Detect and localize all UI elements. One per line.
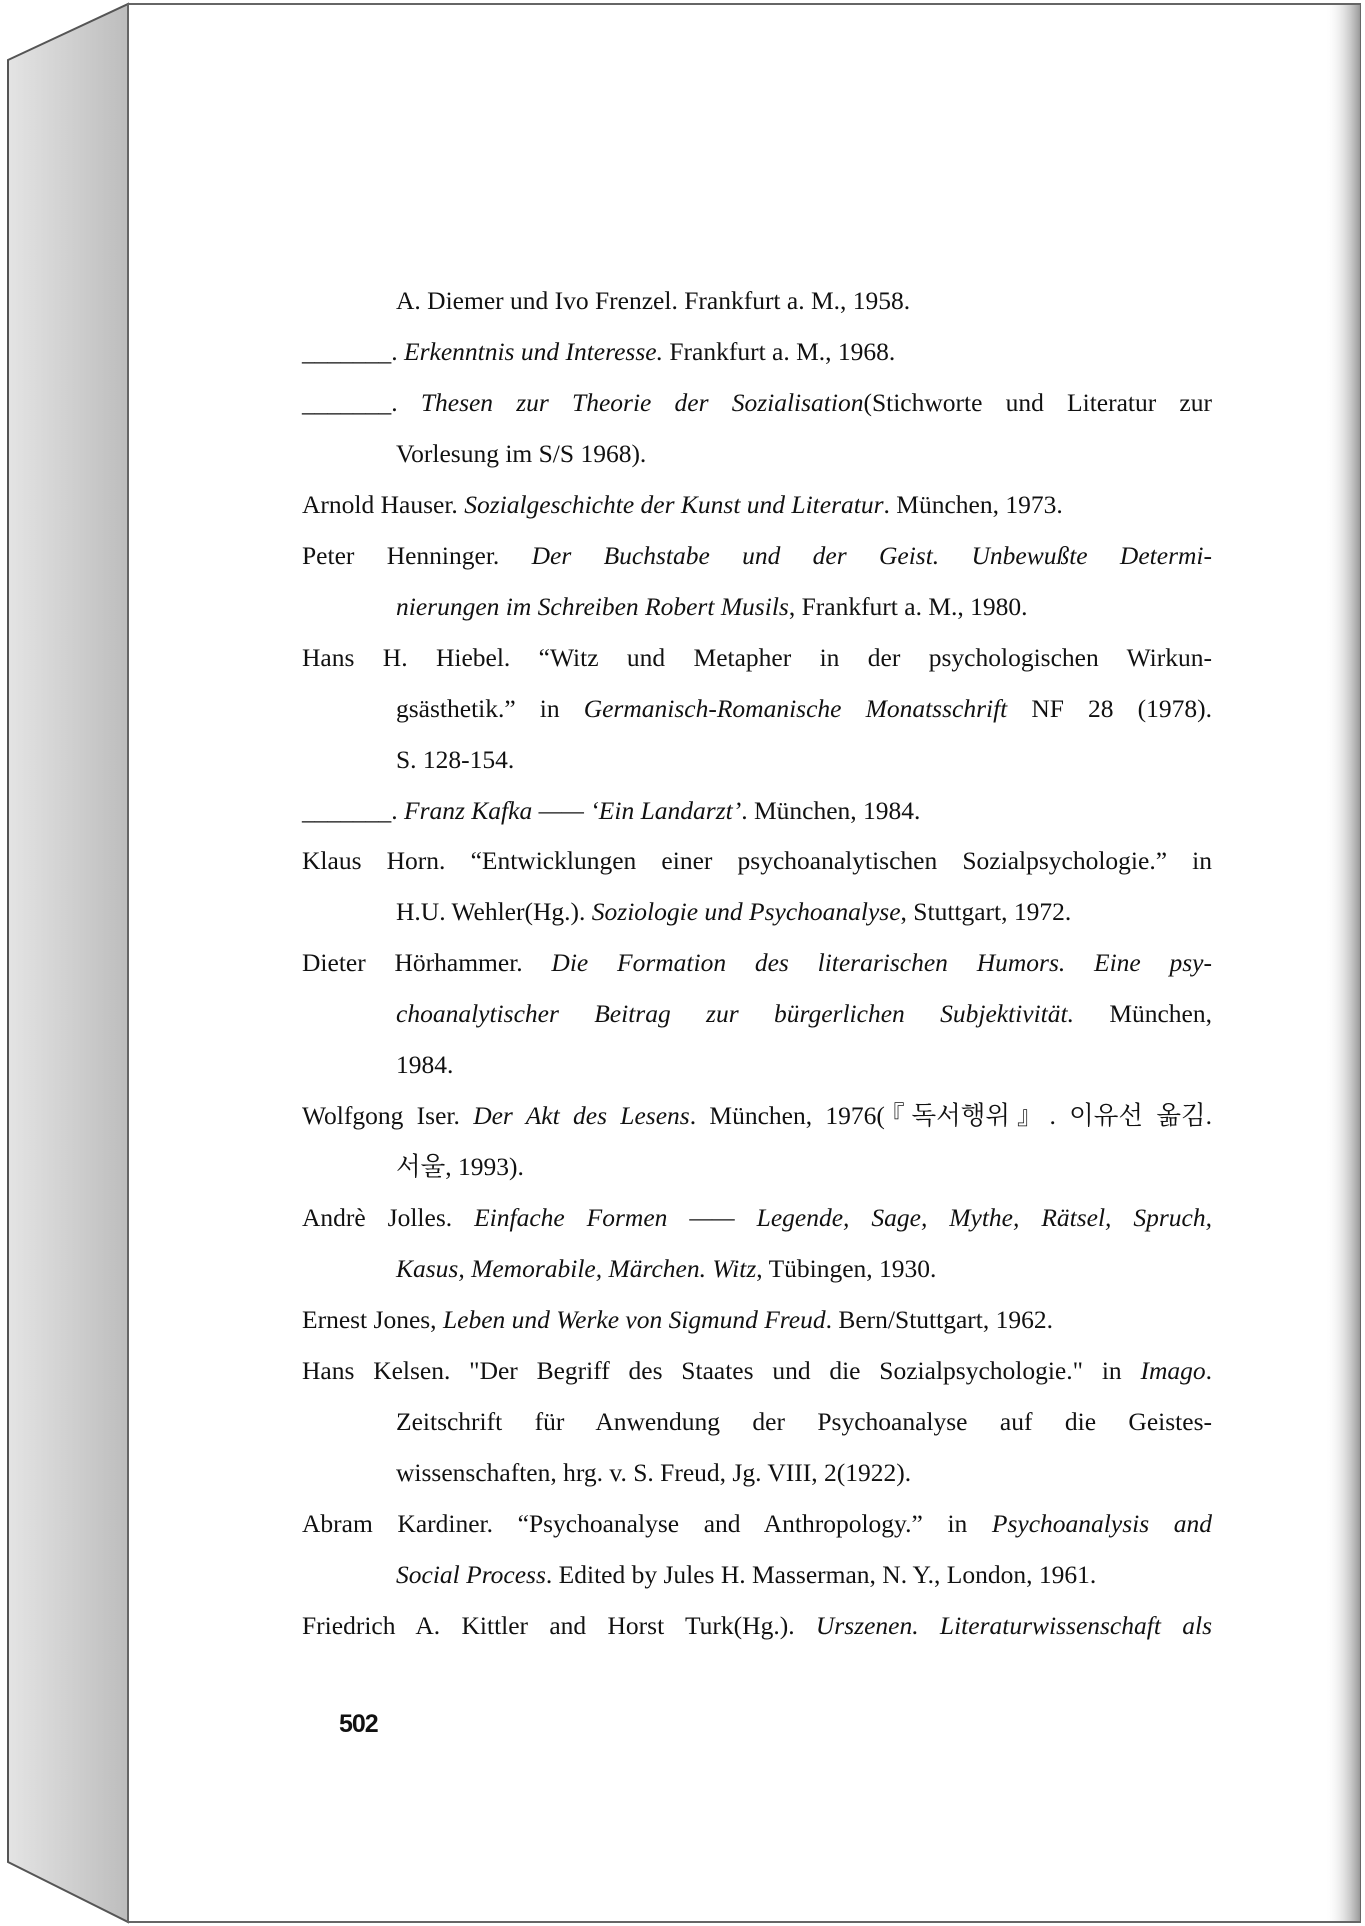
bibliography-line — [302, 1356, 1212, 1386]
bibliography-line — [396, 694, 1212, 724]
italic-title: Einfache Formen —— Legende, Sage, Mythe, Rätsel, Spruch, — [474, 1203, 1212, 1233]
text-segment: Ernest Jones, — [302, 1305, 443, 1334]
bibliography-line — [302, 1509, 1212, 1539]
text-segment: Wolfgong Iser. — [302, 1101, 474, 1131]
text-segment: gsästhetik.” in — [396, 693, 584, 723]
text-segment: Andrè Jolles. — [302, 1203, 475, 1233]
text-segment: (Stichworte und Literatur zur — [863, 387, 1212, 417]
bibliography-line — [302, 388, 1212, 418]
italic-title: Thesen zur Theorie der Sozialisation — [420, 387, 864, 417]
page-number: 502 — [339, 1710, 378, 1738]
bibliography-line — [396, 999, 1212, 1029]
bibliography-line — [302, 1101, 1212, 1131]
text-segment: Zeitschrift für Anwendung der Psychoanalyse auf die Geistes- — [396, 1406, 1212, 1436]
text-segment: . Bern/Stuttgart, 1962. — [825, 1305, 1053, 1334]
bibliography-line — [396, 592, 1028, 622]
text-segment: Peter Henninger. — [302, 540, 532, 570]
bibliography-line — [396, 1152, 524, 1182]
text-segment: , Stuttgart, 1972. — [900, 897, 1072, 927]
bibliography-line — [396, 897, 1071, 927]
italic-title: Soziologie und Psychoanalyse — [591, 897, 901, 927]
italic-title: Die Formation des literarischen Humors. Eine psy- — [551, 948, 1212, 978]
bibliography-line — [302, 337, 895, 367]
bibliography-line — [396, 1407, 1212, 1437]
italic-title: Sozialgeschichte der Kunst und Literatur — [464, 489, 884, 519]
bibliography-line — [302, 1611, 1212, 1641]
text-segment: NF 28 (1978). — [1007, 693, 1212, 723]
italic-title: Urszenen. Literaturwissenschaft als — [815, 1610, 1212, 1640]
bibliography-line — [302, 846, 1212, 876]
text-segment: Friedrich A. Kittler and Horst Turk(Hg.). — [302, 1610, 816, 1640]
italic-title: Imago — [1140, 1355, 1206, 1385]
text-segment: . München, 1984. — [741, 795, 921, 825]
text-segment: Arnold Hauser. — [302, 489, 465, 519]
italic-title: Germanisch-Romanische Monatsschrift — [583, 693, 1008, 723]
italic-title: Kasus, Memorabile, Märchen. Witz — [396, 1254, 757, 1284]
text-segment: 1984. — [396, 1050, 454, 1080]
text-segment: Klaus Horn. “Entwicklungen einer psychoanalytischen Sozialpsychologie.” in — [302, 846, 1212, 876]
bibliography-line — [396, 439, 646, 469]
italic-title: Der Akt des Lesens — [473, 1101, 690, 1131]
text-segment: H.U. Wehler(Hg.). — [396, 897, 592, 927]
italic-title: Der Buchstabe und der Geist. Unbewußte Determi- — [531, 540, 1212, 570]
italic-title: Social Process — [396, 1559, 546, 1589]
text-segment: . — [1205, 1355, 1212, 1385]
text-segment: . München, 1976(『독서행위』. 이유선 옮김. — [689, 1101, 1212, 1131]
bibliography-line — [396, 286, 910, 316]
text-segment: München, — [1073, 999, 1213, 1029]
bibliography-line — [396, 1458, 911, 1488]
italic-title: Leben und Werke von Sigmund Freud — [442, 1305, 826, 1334]
text-segment: Abram Kardiner. “Psychoanalyse and Anthropology.” in — [302, 1508, 992, 1538]
text-segment: Vorlesung im S/S 1968). — [396, 438, 647, 468]
text-segment: _______. — [302, 336, 404, 366]
italic-title: nierungen im Schreiben Robert Musils — [396, 591, 789, 621]
text-segment: . München, 1973. — [883, 489, 1063, 519]
italic-title: Psychoanalysis and — [991, 1508, 1212, 1538]
text-segment: wissenschaften, hrg. v. S. Freud, Jg. VIII, 2(1922). — [396, 1457, 912, 1487]
bibliography-line — [302, 948, 1212, 978]
italic-title: Erkenntnis und Interesse. — [404, 336, 663, 366]
text-segment: Dieter Hörhammer. — [302, 948, 552, 978]
text-segment: Hans H. Hiebel. “Witz und Metapher in der psychologischen Wirkun- — [302, 642, 1212, 672]
bibliography-line — [302, 490, 1063, 520]
italic-title: choanalytischer Beitrag zur bürgerlichen Subjektivität. — [396, 999, 1074, 1029]
text-segment: 서울, 1993). — [396, 1152, 524, 1182]
bibliography-line — [302, 643, 1212, 673]
text-segment: . Edited by Jules H. Masserman, N. Y., London, 1961. — [545, 1559, 1097, 1589]
text-segment: , Frankfurt a. M., 1980. — [788, 591, 1028, 621]
bibliography-line — [302, 1203, 1212, 1233]
bibliography-line — [302, 541, 1212, 571]
text-segment: Frankfurt a. M., 1968. — [662, 336, 896, 366]
bibliography-line — [396, 1050, 453, 1080]
text-segment: , Tübingen, 1930. — [756, 1254, 937, 1284]
bibliography-line — [396, 1254, 936, 1284]
bibliography-line — [302, 796, 920, 826]
bibliography-line — [396, 745, 514, 775]
text-segment: Hans Kelsen. "Der Begriff des Staates und die Sozialpsychologie." in — [302, 1355, 1141, 1385]
text-segment: S. 128-154. — [396, 744, 515, 774]
text-segment: A. Diemer und Ivo Frenzel. Frankfurt a. M., 1958. — [396, 286, 911, 315]
book-spine — [8, 4, 128, 1922]
bibliography-line — [396, 1560, 1096, 1590]
text-segment: _______. — [302, 387, 421, 417]
bibliography-line — [302, 1305, 1053, 1335]
italic-title: Franz Kafka —— ‘Ein Landarzt’ — [404, 795, 742, 825]
text-segment: _______. — [302, 795, 404, 825]
